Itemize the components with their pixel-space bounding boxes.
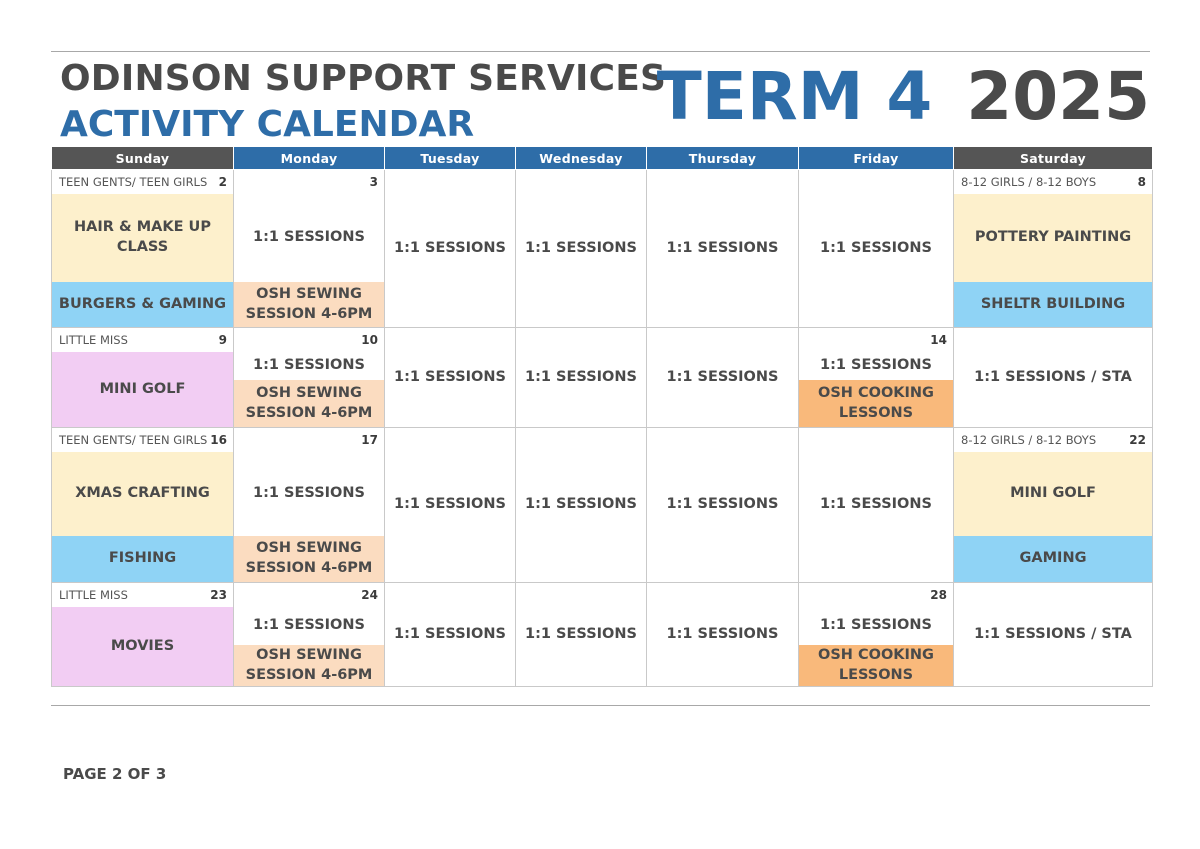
- week-row: [52, 428, 1153, 583]
- activity-block: 1:1 SESSIONS: [647, 170, 798, 327]
- bottom-rule: [51, 705, 1150, 706]
- day-cell-sunday: [52, 428, 234, 583]
- activity-block: 1:1 SESSIONS: [799, 170, 953, 327]
- day-cell-friday: [799, 328, 954, 428]
- day-cell-wednesday: [516, 170, 647, 328]
- activity-block: OSH SEWING SESSION 4-6PM: [234, 536, 384, 582]
- day-cell-header: [799, 583, 953, 607]
- year-label: 2025: [966, 58, 1150, 135]
- activity-block: 1:1 SESSIONS / STA: [954, 583, 1152, 686]
- activity-block: SHELTR BUILDING: [954, 282, 1152, 327]
- day-cell-saturday: [954, 428, 1153, 583]
- day-cell-saturday: [954, 328, 1153, 428]
- activity-block: 1:1 SESSIONS: [234, 607, 384, 645]
- day-cell-saturday: [954, 583, 1153, 687]
- group-label: LITTLE MISS: [59, 588, 128, 602]
- activity-block: MOVIES: [52, 607, 233, 686]
- date-number: 17: [361, 433, 378, 447]
- week-row: [52, 328, 1153, 428]
- day-cell-header: [234, 583, 384, 607]
- date-number: 2: [218, 175, 227, 189]
- activity-block: 1:1 SESSIONS: [234, 194, 384, 282]
- activity-block: 1:1 SESSIONS: [647, 583, 798, 686]
- date-number: 24: [361, 588, 378, 602]
- day-header-saturday: Saturday: [954, 147, 1153, 170]
- day-cell-sunday: [52, 328, 234, 428]
- day-cell-wednesday: [516, 583, 647, 687]
- day-header-friday: Friday: [799, 147, 954, 170]
- activity-block: 1:1 SESSIONS: [799, 352, 953, 380]
- day-cell-tuesday: [385, 170, 516, 328]
- day-cell-friday: [799, 583, 954, 687]
- day-header-sunday: Sunday: [52, 147, 234, 170]
- activity-block: 1:1 SESSIONS: [647, 428, 798, 582]
- term-title: [656, 58, 1150, 135]
- day-cell-sunday: [52, 170, 234, 328]
- day-cell-saturday: [954, 170, 1153, 328]
- calendar-subtitle: ACTIVITY CALENDAR: [60, 104, 475, 145]
- date-number: 10: [361, 333, 378, 347]
- day-cell-header: [799, 328, 953, 352]
- day-cell-header: [52, 170, 233, 194]
- activity-block: OSH SEWING SESSION 4-6PM: [234, 380, 384, 427]
- week-row: [52, 583, 1153, 687]
- activity-block: 1:1 SESSIONS: [234, 452, 384, 536]
- day-cell-thursday: [647, 583, 799, 687]
- day-cell-monday: [234, 328, 385, 428]
- activity-block: 1:1 SESSIONS: [385, 328, 515, 427]
- calendar-grid: [51, 146, 1153, 687]
- date-number: 14: [930, 333, 947, 347]
- group-label: TEEN GENTS/ TEEN GIRLS: [59, 175, 208, 189]
- activity-block: MINI GOLF: [954, 452, 1152, 536]
- day-cell-friday: [799, 170, 954, 328]
- day-cell-tuesday: [385, 583, 516, 687]
- group-label: 8-12 GIRLS / 8-12 BOYS: [961, 175, 1097, 189]
- activity-block: GAMING: [954, 536, 1152, 582]
- activity-block: XMAS CRAFTING: [52, 452, 233, 536]
- date-number: 8: [1137, 175, 1146, 189]
- day-header-row: [52, 147, 1153, 170]
- day-header-wednesday: Wednesday: [516, 147, 647, 170]
- date-number: 22: [1129, 433, 1146, 447]
- group-label: LITTLE MISS: [59, 333, 128, 347]
- day-cell-monday: [234, 170, 385, 328]
- term-label: TERM 4: [656, 58, 933, 135]
- day-cell-monday: [234, 583, 385, 687]
- day-cell-thursday: [647, 170, 799, 328]
- group-label: 8-12 GIRLS / 8-12 BOYS: [961, 433, 1097, 447]
- activity-block: 1:1 SESSIONS: [799, 428, 953, 582]
- activity-block: POTTERY PAINTING: [954, 194, 1152, 282]
- day-cell-header: [52, 428, 233, 452]
- day-cell-wednesday: [516, 428, 647, 583]
- top-rule: [51, 51, 1150, 52]
- group-label: TEEN GENTS/ TEEN GIRLS: [59, 433, 208, 447]
- activity-block: 1:1 SESSIONS: [799, 607, 953, 645]
- activity-block: 1:1 SESSIONS: [516, 328, 646, 427]
- activity-block: OSH SEWING SESSION 4-6PM: [234, 645, 384, 686]
- activity-block: OSH SEWING SESSION 4-6PM: [234, 282, 384, 327]
- day-header-thursday: Thursday: [647, 147, 799, 170]
- day-cell-friday: [799, 428, 954, 583]
- activity-block: OSH COOKING LESSONS: [799, 645, 953, 686]
- activity-block: 1:1 SESSIONS: [516, 170, 646, 327]
- activity-block: FISHING: [52, 536, 233, 582]
- activity-block: HAIR & MAKE UP CLASS: [52, 194, 233, 282]
- activity-block: 1:1 SESSIONS / STA: [954, 328, 1152, 427]
- date-number: 3: [369, 175, 378, 189]
- activity-block: BURGERS & GAMING: [52, 282, 233, 327]
- activity-block: 1:1 SESSIONS: [516, 428, 646, 582]
- day-cell-monday: [234, 428, 385, 583]
- date-number: 28: [930, 588, 947, 602]
- day-cell-header: [52, 328, 233, 352]
- day-cell-header: [234, 328, 384, 352]
- activity-block: 1:1 SESSIONS: [385, 428, 515, 582]
- day-cell-header: [954, 428, 1152, 452]
- day-cell-header: [52, 583, 233, 607]
- activity-block: MINI GOLF: [52, 352, 233, 427]
- week-row: [52, 170, 1153, 328]
- day-cell-thursday: [647, 428, 799, 583]
- day-cell-tuesday: [385, 428, 516, 583]
- activity-block: 1:1 SESSIONS: [647, 328, 798, 427]
- day-cell-header: [234, 428, 384, 452]
- day-cell-header: [954, 170, 1152, 194]
- activity-block: 1:1 SESSIONS: [385, 170, 515, 327]
- day-cell-tuesday: [385, 328, 516, 428]
- date-number: 23: [210, 588, 227, 602]
- day-header-monday: Monday: [234, 147, 385, 170]
- activity-block: 1:1 SESSIONS: [234, 352, 384, 380]
- date-number: 9: [218, 333, 227, 347]
- date-number: 16: [210, 433, 227, 447]
- activity-block: OSH COOKING LESSONS: [799, 380, 953, 427]
- page-number: PAGE 2 OF 3: [63, 765, 167, 783]
- day-cell-thursday: [647, 328, 799, 428]
- activity-block: 1:1 SESSIONS: [385, 583, 515, 686]
- org-name: ODINSON SUPPORT SERVICES: [60, 58, 667, 99]
- day-header-tuesday: Tuesday: [385, 147, 516, 170]
- day-cell-wednesday: [516, 328, 647, 428]
- day-cell-sunday: [52, 583, 234, 687]
- activity-block: 1:1 SESSIONS: [516, 583, 646, 686]
- day-cell-header: [234, 170, 384, 194]
